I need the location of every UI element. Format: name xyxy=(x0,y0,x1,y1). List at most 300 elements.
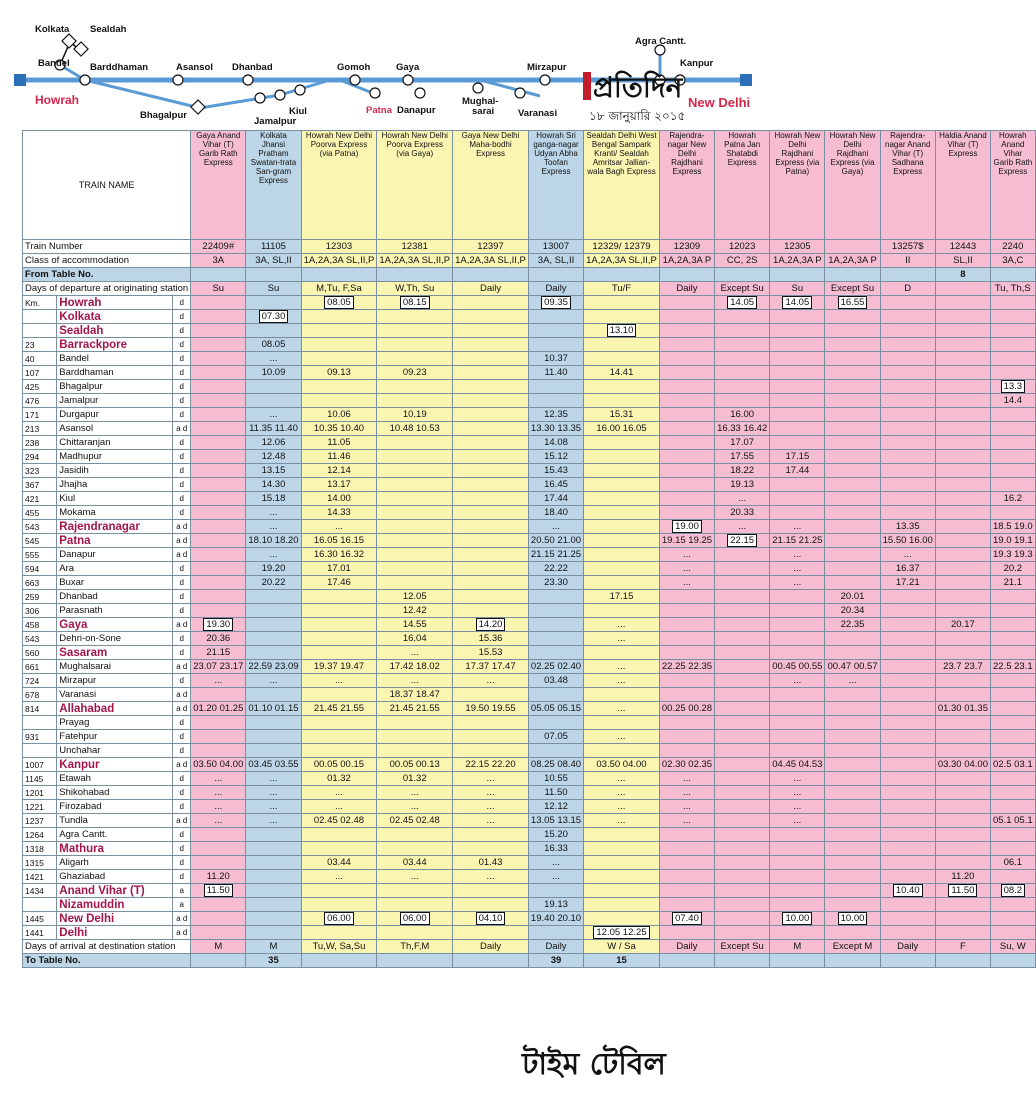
time-cell: 22.25 22.35 xyxy=(659,660,714,674)
time-cell xyxy=(770,506,825,520)
time-cell xyxy=(715,646,770,660)
train-name: Howrah Sri ganga-nagar Udyan Abha Toofan Express xyxy=(528,131,583,240)
km-cell: 458 xyxy=(23,618,57,632)
time-cell xyxy=(301,716,377,730)
time-cell: 16.30 16.32 xyxy=(301,548,377,562)
station-row xyxy=(23,310,1036,324)
time-cell: 02.25 02.40 xyxy=(528,660,583,674)
train-number-row-value: 22409# xyxy=(191,240,246,254)
time-cell: 08.25 08.40 xyxy=(528,758,583,772)
time-cell: 10.55 xyxy=(528,772,583,786)
time-cell xyxy=(659,590,714,604)
time-cell xyxy=(584,856,660,870)
time-cell xyxy=(991,674,1036,688)
boxed-time: 19.30 xyxy=(203,618,233,631)
time-cell xyxy=(377,310,453,324)
time-cell xyxy=(880,660,935,674)
time-cell xyxy=(659,646,714,660)
time-cell: ... xyxy=(246,674,301,688)
time-cell xyxy=(935,548,990,562)
to-table-value xyxy=(991,954,1036,968)
time-cell: 20.2 xyxy=(991,562,1036,576)
time-cell: 17.15 xyxy=(584,590,660,604)
class-row-value: 1A,2A,3A SL,II,P xyxy=(301,254,377,268)
time-cell: 16.37 xyxy=(880,562,935,576)
train-name: Howrah New Delhi Poorva Express (via Patna) xyxy=(301,131,377,240)
time-cell: 21.15 21.25 xyxy=(528,548,583,562)
boxed-time: 14.20 xyxy=(476,618,506,631)
km-cell: 421 xyxy=(23,492,57,506)
time-cell xyxy=(528,296,583,310)
time-cell xyxy=(191,688,246,702)
time-cell xyxy=(991,926,1036,940)
km-cell: 1264 xyxy=(23,828,57,842)
arr-dep-flag: d xyxy=(173,646,191,660)
time-cell: ... xyxy=(246,786,301,800)
days-departure-row-value: Except Su xyxy=(825,282,880,296)
time-cell xyxy=(301,912,377,926)
time-cell xyxy=(453,436,529,450)
from-table-row-value xyxy=(528,268,583,282)
station-name: Allahabad xyxy=(57,702,173,716)
time-cell xyxy=(377,884,453,898)
brand-name: প্রতিদিন xyxy=(593,71,683,104)
train-number-row-value: 12329/ 12379 xyxy=(584,240,660,254)
time-cell: 02.45 02.48 xyxy=(377,814,453,828)
time-cell xyxy=(301,926,377,940)
km-cell: 678 xyxy=(23,688,57,702)
time-cell xyxy=(191,562,246,576)
time-cell xyxy=(377,380,453,394)
days-arrival-row-value: Daily xyxy=(453,940,529,954)
time-cell xyxy=(715,702,770,716)
time-cell xyxy=(880,646,935,660)
station-row xyxy=(23,422,1036,436)
time-cell xyxy=(246,716,301,730)
time-cell xyxy=(991,604,1036,618)
time-cell: 18.22 xyxy=(715,464,770,478)
time-cell xyxy=(584,688,660,702)
arr-dep-flag: a xyxy=(173,884,191,898)
time-cell: 15.18 xyxy=(246,492,301,506)
time-cell xyxy=(246,884,301,898)
time-cell xyxy=(246,296,301,310)
time-cell xyxy=(880,478,935,492)
days-arrival-row-value: W / Sa xyxy=(584,940,660,954)
time-cell: 07.05 xyxy=(528,730,583,744)
time-cell xyxy=(659,842,714,856)
km-cell: 931 xyxy=(23,730,57,744)
time-cell: 19.37 19.47 xyxy=(301,660,377,674)
time-cell xyxy=(880,856,935,870)
time-cell xyxy=(770,884,825,898)
time-cell: ... xyxy=(584,660,660,674)
time-cell xyxy=(715,380,770,394)
time-cell: 09.13 xyxy=(301,366,377,380)
station-row xyxy=(23,436,1036,450)
time-cell xyxy=(991,730,1036,744)
time-cell xyxy=(825,478,880,492)
time-cell xyxy=(246,604,301,618)
days-arrival-row-value: M xyxy=(246,940,301,954)
time-cell xyxy=(880,492,935,506)
time-cell xyxy=(715,926,770,940)
time-cell: 20.33 xyxy=(715,506,770,520)
time-cell xyxy=(991,800,1036,814)
arr-dep-flag: d xyxy=(173,464,191,478)
boxed-time: 14.05 xyxy=(782,296,812,309)
station-row xyxy=(23,884,1036,898)
station-row xyxy=(23,394,1036,408)
days-departure-row-value: Daily xyxy=(453,282,529,296)
station-row xyxy=(23,828,1036,842)
time-cell xyxy=(991,422,1036,436)
days-departure-row xyxy=(23,282,1036,296)
time-cell xyxy=(584,912,660,926)
time-cell xyxy=(991,436,1036,450)
time-cell xyxy=(453,450,529,464)
km-cell: 1221 xyxy=(23,800,57,814)
time-cell xyxy=(825,744,880,758)
time-cell xyxy=(715,828,770,842)
km-cell: Km. xyxy=(23,296,57,310)
time-cell: 19.50 19.55 xyxy=(453,702,529,716)
time-cell xyxy=(659,674,714,688)
time-cell xyxy=(935,674,990,688)
time-cell xyxy=(659,492,714,506)
time-cell xyxy=(935,856,990,870)
days-arrival-row-value: Daily xyxy=(659,940,714,954)
time-cell: 23.07 23.17 xyxy=(191,660,246,674)
time-cell xyxy=(453,310,529,324)
km-cell: 661 xyxy=(23,660,57,674)
station-row xyxy=(23,562,1036,576)
station-row xyxy=(23,674,1036,688)
brand-tag xyxy=(583,72,591,100)
time-cell: 19.13 xyxy=(715,478,770,492)
time-cell xyxy=(377,352,453,366)
station-name: Agra Cantt. xyxy=(57,828,173,842)
time-cell xyxy=(935,338,990,352)
time-cell xyxy=(191,590,246,604)
time-cell xyxy=(715,562,770,576)
time-cell: ... xyxy=(191,772,246,786)
time-cell: 20.34 xyxy=(825,604,880,618)
time-cell xyxy=(880,702,935,716)
time-cell xyxy=(715,590,770,604)
to-table-value xyxy=(191,954,246,968)
km-cell: 1237 xyxy=(23,814,57,828)
station-name: Mughalsarai xyxy=(57,660,173,674)
time-cell xyxy=(191,828,246,842)
time-cell xyxy=(935,422,990,436)
time-cell xyxy=(301,744,377,758)
time-cell xyxy=(825,366,880,380)
station-row xyxy=(23,786,1036,800)
time-cell: 11.46 xyxy=(301,450,377,464)
time-cell xyxy=(935,590,990,604)
time-cell: 17.21 xyxy=(880,576,935,590)
time-cell xyxy=(659,436,714,450)
km-cell: 476 xyxy=(23,394,57,408)
time-cell xyxy=(246,310,301,324)
time-cell xyxy=(453,688,529,702)
map-new-delhi-label: New Delhi xyxy=(688,95,751,110)
km-cell: 543 xyxy=(23,632,57,646)
time-cell xyxy=(770,436,825,450)
time-cell xyxy=(935,744,990,758)
time-cell: 17.55 xyxy=(715,450,770,464)
days-arrival-row-value: Tu,W, Sa,Su xyxy=(301,940,377,954)
time-cell xyxy=(528,884,583,898)
time-cell: 20.50 21.00 xyxy=(528,534,583,548)
station-name: Kanpur xyxy=(57,758,173,772)
from-table-row xyxy=(23,268,1036,282)
km-cell xyxy=(23,744,57,758)
time-cell xyxy=(191,534,246,548)
station-name: Asansol xyxy=(57,422,173,436)
train-name: Kolkata Jhansi Pratham Swatan-trata San-gram Express xyxy=(246,131,301,240)
arr-dep-flag: d xyxy=(173,674,191,688)
to-table-value xyxy=(935,954,990,968)
km-cell: 294 xyxy=(23,450,57,464)
time-cell xyxy=(991,646,1036,660)
arr-dep-flag: d xyxy=(173,436,191,450)
station-row xyxy=(23,716,1036,730)
time-cell xyxy=(715,870,770,884)
station-name: Patna xyxy=(57,534,173,548)
time-cell: 19.13 xyxy=(528,898,583,912)
time-cell xyxy=(659,898,714,912)
time-cell: ... xyxy=(825,674,880,688)
station-name: Mokama xyxy=(57,506,173,520)
time-cell: 11.40 xyxy=(528,366,583,380)
time-cell: 20.17 xyxy=(935,618,990,632)
station-name: Ghaziabad xyxy=(57,870,173,884)
svg-text:Mughal-: Mughal- xyxy=(462,96,499,107)
time-cell xyxy=(191,352,246,366)
arr-dep-flag: d xyxy=(173,450,191,464)
time-cell: ... xyxy=(246,772,301,786)
station-row xyxy=(23,842,1036,856)
arr-dep-flag: d xyxy=(173,576,191,590)
time-cell xyxy=(991,338,1036,352)
time-cell xyxy=(825,408,880,422)
train-name: Howrah New Delhi Rajdhani Express (via Patna) xyxy=(770,131,825,240)
time-cell xyxy=(715,310,770,324)
time-cell: 03.48 xyxy=(528,674,583,688)
svg-text:Mirzapur: Mirzapur xyxy=(527,62,567,73)
time-cell xyxy=(880,786,935,800)
time-cell: 16.45 xyxy=(528,478,583,492)
boxed-time: 22.15 xyxy=(727,534,757,547)
arr-dep-flag: d xyxy=(173,870,191,884)
time-cell xyxy=(377,534,453,548)
time-cell xyxy=(935,492,990,506)
station-name: Madhupur xyxy=(57,450,173,464)
time-cell xyxy=(191,898,246,912)
time-cell xyxy=(935,296,990,310)
station-row xyxy=(23,758,1036,772)
time-cell: 01.43 xyxy=(453,856,529,870)
time-cell xyxy=(935,576,990,590)
time-cell: ... xyxy=(246,814,301,828)
time-cell xyxy=(935,716,990,730)
boxed-time: 11.50 xyxy=(948,884,977,897)
days-departure-row-value: D xyxy=(880,282,935,296)
station-name: Dhanbad xyxy=(57,590,173,604)
time-cell xyxy=(528,590,583,604)
time-cell xyxy=(991,912,1036,926)
time-cell xyxy=(770,366,825,380)
time-cell xyxy=(880,926,935,940)
time-cell xyxy=(770,898,825,912)
time-cell xyxy=(715,744,770,758)
time-cell: 12.48 xyxy=(246,450,301,464)
timetable xyxy=(22,130,1036,968)
time-cell: ... xyxy=(715,492,770,506)
time-cell xyxy=(528,744,583,758)
time-cell xyxy=(880,688,935,702)
class-row-value: 1A,2A,3A P xyxy=(825,254,880,268)
time-cell xyxy=(301,618,377,632)
time-cell xyxy=(659,688,714,702)
station-row xyxy=(23,926,1036,940)
time-cell xyxy=(825,800,880,814)
time-cell xyxy=(991,408,1036,422)
svg-text:Kiul: Kiul xyxy=(289,106,307,117)
station-row xyxy=(23,534,1036,548)
time-cell xyxy=(584,324,660,338)
km-cell: 1315 xyxy=(23,856,57,870)
station-row xyxy=(23,478,1036,492)
station-name: Danapur xyxy=(57,548,173,562)
time-cell xyxy=(453,926,529,940)
time-cell: 00.45 00.55 xyxy=(770,660,825,674)
time-cell xyxy=(584,562,660,576)
time-cell xyxy=(935,520,990,534)
time-cell xyxy=(301,828,377,842)
time-cell xyxy=(880,632,935,646)
time-cell: ... xyxy=(453,814,529,828)
time-cell xyxy=(991,870,1036,884)
time-cell: ... xyxy=(301,674,377,688)
time-cell: ... xyxy=(191,786,246,800)
time-cell: 18.37 18.47 xyxy=(377,688,453,702)
time-cell xyxy=(880,884,935,898)
svg-text:Gaya: Gaya xyxy=(396,62,420,73)
time-cell: 03.44 xyxy=(377,856,453,870)
time-cell xyxy=(246,394,301,408)
time-cell xyxy=(770,422,825,436)
km-cell: 543 xyxy=(23,520,57,534)
time-cell xyxy=(991,352,1036,366)
time-cell xyxy=(659,338,714,352)
time-cell xyxy=(584,310,660,324)
from-table-row-value xyxy=(301,268,377,282)
station-name: Shikohabad xyxy=(57,786,173,800)
train-number-row-value: 13007 xyxy=(528,240,583,254)
time-cell xyxy=(246,856,301,870)
time-cell xyxy=(715,534,770,548)
time-cell xyxy=(825,450,880,464)
time-cell: ... xyxy=(528,520,583,534)
time-cell: 21.45 21.55 xyxy=(301,702,377,716)
train-number-row-label: Train Number xyxy=(23,240,191,254)
train-name: Gaya Anand Vihar (T) Garib Rath Express xyxy=(191,131,246,240)
time-cell xyxy=(377,450,453,464)
time-cell xyxy=(880,716,935,730)
time-cell: 13.30 13.35 xyxy=(528,422,583,436)
time-cell: 17.37 17.47 xyxy=(453,660,529,674)
km-cell: 367 xyxy=(23,478,57,492)
time-cell xyxy=(880,828,935,842)
station-name: Barrackpore xyxy=(57,338,173,352)
train-number-row-value: 12309 xyxy=(659,240,714,254)
time-cell xyxy=(770,618,825,632)
km-cell: 1318 xyxy=(23,842,57,856)
time-cell xyxy=(191,338,246,352)
time-cell xyxy=(659,870,714,884)
station-name: Jasidih xyxy=(57,464,173,478)
time-cell xyxy=(191,912,246,926)
time-cell xyxy=(453,730,529,744)
time-cell: ... xyxy=(584,674,660,688)
station-row xyxy=(23,604,1036,618)
time-cell: 02.5 03.1 xyxy=(991,758,1036,772)
station-name: Kolkata xyxy=(57,310,173,324)
time-cell xyxy=(301,604,377,618)
time-cell: ... xyxy=(715,520,770,534)
station-name: Mathura xyxy=(57,842,173,856)
time-cell xyxy=(715,842,770,856)
time-cell xyxy=(377,506,453,520)
time-cell: 16.00 xyxy=(715,408,770,422)
time-cell xyxy=(825,562,880,576)
time-cell xyxy=(584,646,660,660)
svg-text:Kolkata: Kolkata xyxy=(35,24,70,35)
time-cell xyxy=(880,590,935,604)
time-cell xyxy=(659,478,714,492)
time-cell xyxy=(453,828,529,842)
time-cell xyxy=(377,296,453,310)
svg-text:Sealdah: Sealdah xyxy=(90,24,127,35)
boxed-time: 10.40 xyxy=(893,884,923,897)
station-name: Howrah xyxy=(57,296,173,310)
time-cell xyxy=(191,506,246,520)
station-name: Mirzapur xyxy=(57,674,173,688)
boxed-time: 13.3 xyxy=(1001,380,1026,393)
km-cell: 1441 xyxy=(23,926,57,940)
time-cell xyxy=(301,338,377,352)
time-cell xyxy=(935,898,990,912)
time-cell xyxy=(584,576,660,590)
time-cell xyxy=(191,478,246,492)
time-cell: 15.53 xyxy=(453,646,529,660)
time-cell xyxy=(659,394,714,408)
time-cell: 17.07 xyxy=(715,436,770,450)
time-cell: ... xyxy=(453,800,529,814)
km-cell: 40 xyxy=(23,352,57,366)
time-cell xyxy=(880,352,935,366)
time-cell xyxy=(453,296,529,310)
time-cell: 15.50 16.00 xyxy=(880,534,935,548)
time-cell xyxy=(825,380,880,394)
time-cell: 21.15 21.25 xyxy=(770,534,825,548)
time-cell: 10.09 xyxy=(246,366,301,380)
time-cell xyxy=(770,716,825,730)
station-row xyxy=(23,618,1036,632)
